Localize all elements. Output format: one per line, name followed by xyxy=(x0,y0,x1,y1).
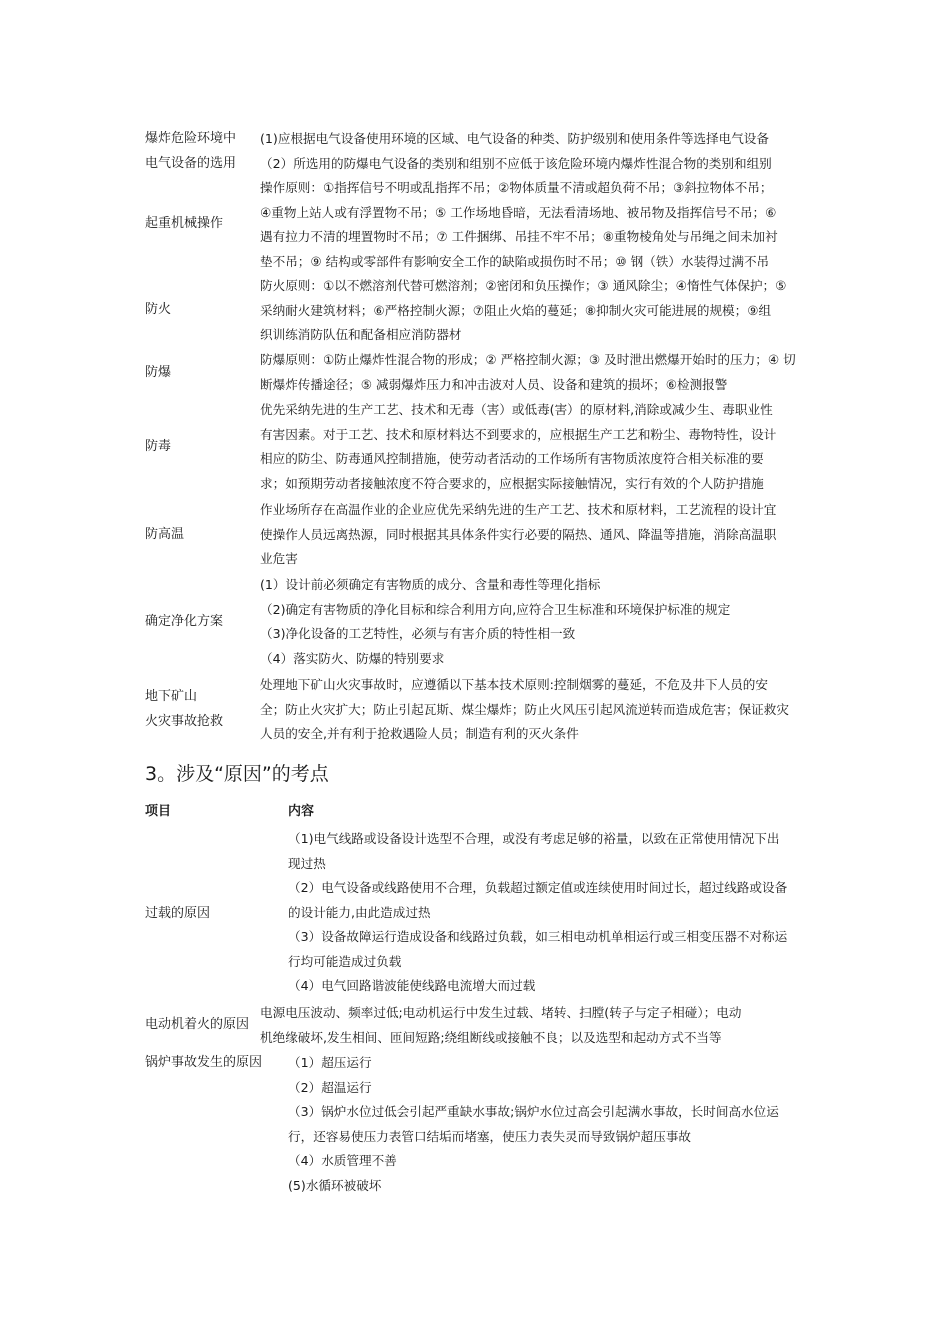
row-content: (1)应根据电气设备使用环境的区域、电气设备的种类、防护级别和使用条件等选择电气设备 （2）所选用的防爆电气设备的类别和组别不应低于该危险环境内爆炸性混合物的类别和组别 xyxy=(260,131,772,171)
row-content: （1）超压运行 （2）超温运行 （3）锅炉水位过低会引起严重缺水事故;锅炉水位过高会引起满水事故，长时间高水位运 行，还容易使压力表管口结垢而堵塞，使压力表失灵而导致锅炉超压事故 （4）水质管理不善 (5)水循环被破坏 xyxy=(288,1055,779,1193)
row-content: 防爆原则：①防止爆炸性混合物的形成；② 严格控制火源；③ 及时泄出燃爆开始时的压力；④ 切 断爆炸传播途径；⑤ 减弱爆炸压力和冲击波对人员、设备和建筑的损坏；⑥检测报警 xyxy=(260,352,796,392)
row-label: 防毒 xyxy=(145,439,172,454)
row-content: 优先采纳先进的生产工艺、技术和无毒（害）或低毒(害）的原材料,消除或减少生、毒职业性 有害因素。对于工艺、技术和原材料达不到要求的，应根据生产工艺和粉尘、毒物特性，设计 相应的防尘、防毒通风控制措施，使劳动者活动的工作场所有害物质浓度符合相关标准的要 求；如预期劳动者接触浓度不符合要求的，应根据实际接触情况，实行有效的个人防护措施 xyxy=(260,402,777,491)
row-label: 地下矿山 火灾事故抢救 xyxy=(145,689,224,729)
row-content: 防火原则：①以不燃溶剂代替可燃溶剂；②密闭和负压操作；③ 通风除尘；④惰性气体保护；⑤ 采纳耐火建筑材料；⑥严格控制火源；⑦阻止火焰的蔓延；⑧抑制火灾可能进展的规模；⑨组 织训练消防队伍和配备相应消防器材 xyxy=(260,278,787,342)
row-content: 作业场所存在高温作业的企业应优先采纳先进的生产工艺、技术和原材料，工艺流程的设计宜 使操作人员远离热源，同时根据其具体条件实行必要的隔热、通风、降温等措施，消除高温职 业危害 xyxy=(260,502,777,566)
row-label: 防高温 xyxy=(145,527,185,542)
row-content: 操作原则：①指挥信号不明或乱指挥不吊；②物体质量不清或超负荷不吊；③斜拉物体不吊； ④重物上站人或有浮置物不吊；⑤ 工作场地昏暗，无法看清场地、被吊物及指挥信号不吊；⑥ 遇有拉力不清的埋置物时不吊；⑦ 工件捆绑、吊挂不牢不吊；⑧重物棱角处与吊绳之间未加衬 垫不吊；⑨ 结构或零部件有影响安全工作的缺陷或损伤时不吊；⑩ 钢（铁）水装得过满不吊 xyxy=(260,180,778,269)
section-heading: 3。涉及“原因”的考点 xyxy=(145,763,329,785)
row-label: 确定净化方案 xyxy=(145,614,224,629)
table2-header-content: 内容 xyxy=(288,804,315,819)
row-content: 电源电压波动、频率过低;电动机运行中发生过载、堵转、扫膛(转子与定子相碰）；电动 机绝缘破坏,发生相间、匝间短路;绕组断线或接触不良；以及选型和起动方式不当等 xyxy=(260,1005,742,1045)
row-label: 防火 xyxy=(145,302,172,317)
row-content: 处理地下矿山火灾事故时，应遵循以下基本技术原则:控制烟雾的蔓延，不危及井下人员的安 全；防止火灾扩大；防止引起瓦斯、煤尘爆炸；防止火风压引起风流逆转而造成危害；保证救灾 人员的安全,并有利于抢救遇险人员；制造有利的灭火条件 xyxy=(260,677,789,741)
row-label: 电动机着火的原因 xyxy=(145,1017,250,1032)
table2-header-item: 项目 xyxy=(145,804,172,819)
row-content: (1）设计前必须确定有害物质的成分、含量和毒性等理化指标 （2)确定有害物质的净化目标和综合利用方向,应符合卫生标准和环境保护标准的规定 （3)净化设备的工艺特性，必须与有害介质的特性相一致 （4）落实防火、防爆的特别要求 xyxy=(260,577,731,666)
row-label: 过载的原因 xyxy=(145,906,211,921)
row-label: 锅炉事故发生的原因 xyxy=(145,1055,263,1070)
row-label: 起重机械操作 xyxy=(145,216,224,231)
row-content: （1)电气线路或设备设计选型不合理，或没有考虑足够的裕量，以致在正常使用情况下出 现过热 （2）电气设备或线路使用不合理，负载超过额定值或连续使用时间过长，超过线路或设备 的设计能力,由此造成过热 （3）设备故障运行造成设备和线路过负载，如三相电动机单相运行或三相变压器不对称运 行均可能造成过负载 （4）电气回路谐波能使线路电流增大而过载 xyxy=(288,831,788,993)
row-label: 防爆 xyxy=(145,365,172,380)
row-label: 爆炸危险环境中 电气设备的选用 xyxy=(145,131,237,171)
